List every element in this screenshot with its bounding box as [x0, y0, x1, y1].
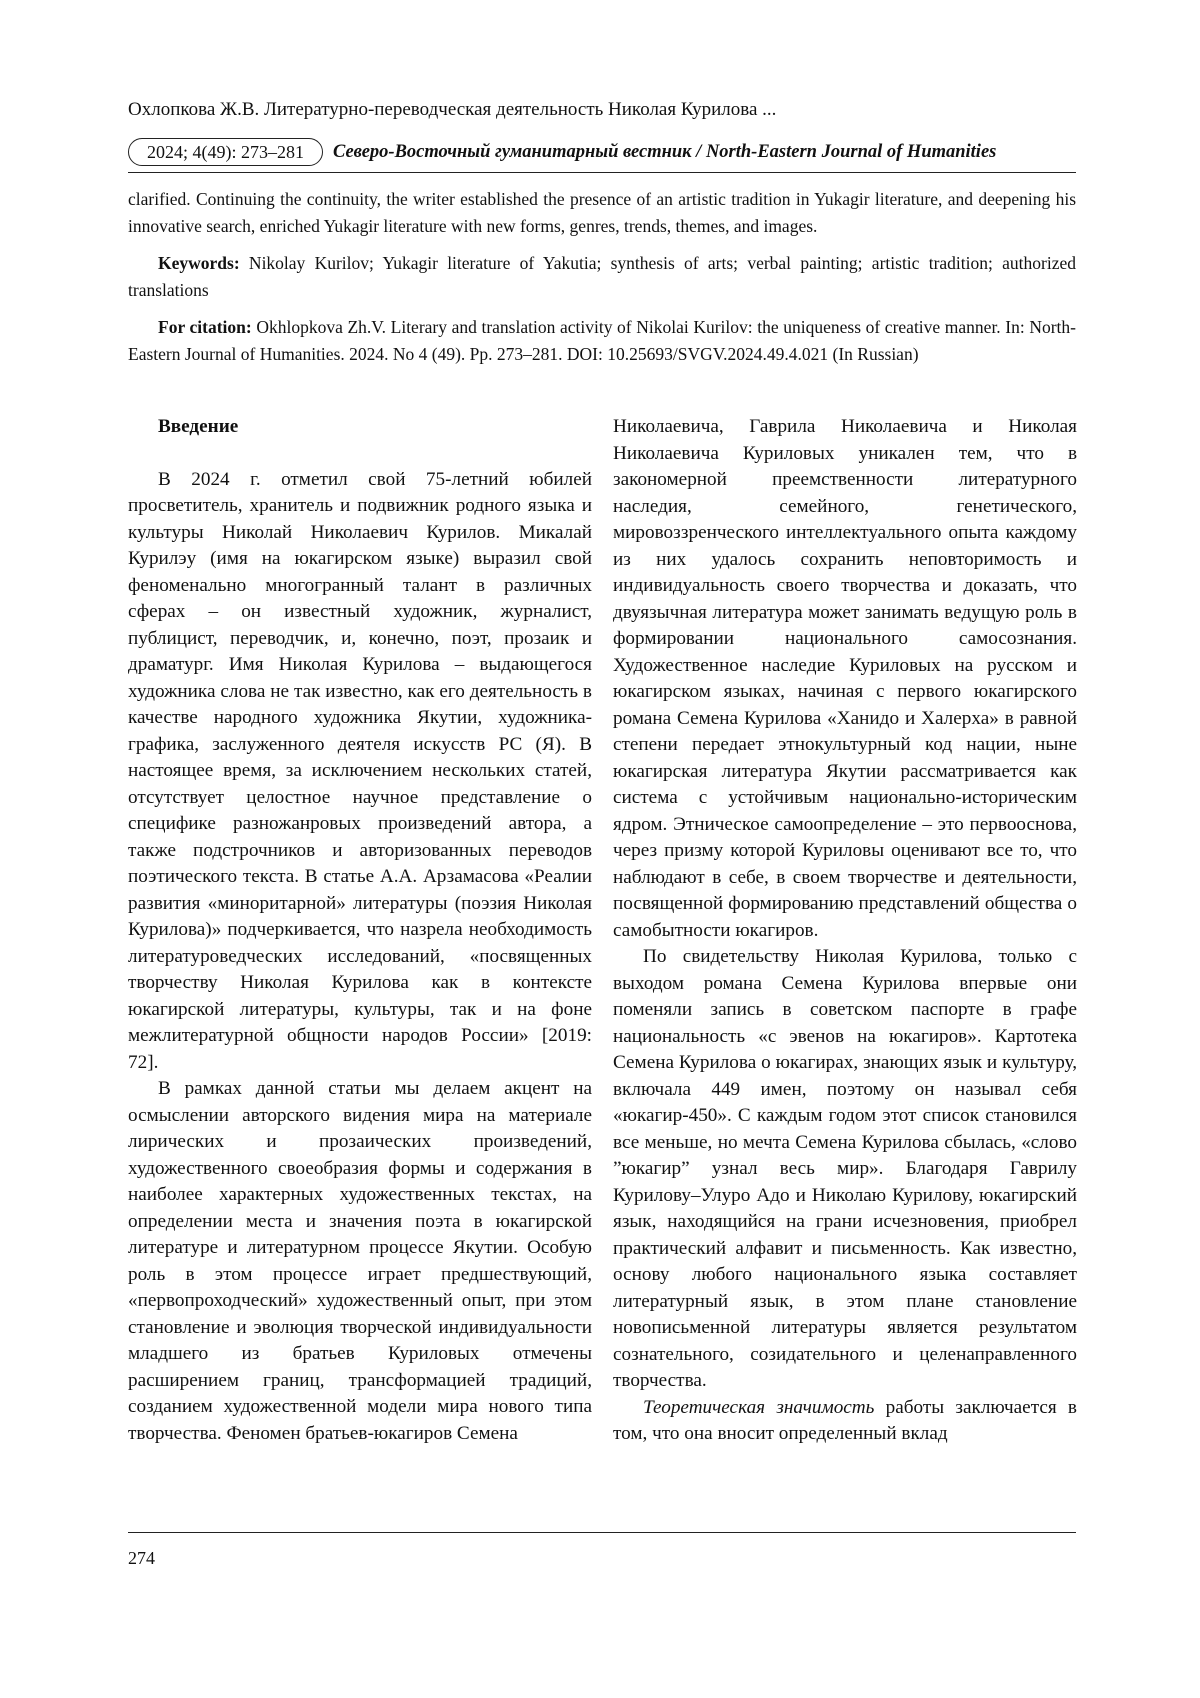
issue-reference: 2024; 4(49): 273–281: [128, 138, 323, 166]
right-column: [613, 414, 1077, 1448]
citation: [128, 314, 1076, 368]
paragraph: По свидетельству Николая Курилова, только с выходом романа Семена Курилова впервые они поменяли запись в советском паспорте в графе национальность «с эвенов на юкагиров». Картотека Семена Курилова о юкагирах, знающих язык и культуру, включала 449 имен, поэтому он называл себя «юкагир-450». С каждым годом этот список становился все меньше, но мечта Семена Курилова сбылась, «слово ˮюкагирˮ узнал весь мир». Благодаря Гаврилу Курилову–Улуро Адо и Николаю Курилову, юкагирский язык, находящийся на грани исчезновения, приобрел практический алфавит и письменность. Как известно, основу любого национального языка составляет литературный язык, в этом плане становление новописьменной литературы является результатом сознательного, созидательного и целенаправленного творчества.: [613, 946, 1077, 1391]
journal-title: Северо-Восточный гуманитарный вестник / North-Eastern Journal of Humanities: [333, 141, 997, 162]
paragraph: Николаевича, Гаврила Николаевича и Николая Николаевича Куриловых уникален тем, что в закономерной преемственности литературного наследия, семейного, генетического, мировоззренческого интеллектуального опыта каждому из них удалось сохранить неповторимость и индивидуальность своего творчества и доказать, что двуязычная литература может занимать ведущую роль в формировании национального самосознания. Художественное наследие Куриловых на русском и юкагирском языках, начиная с первого юкагирского романа Семена Курилова «Ханидо и Халерха» в равной степени передает этнокультурный код нации, ныне юкагирская литература Якутии рассматривается как система с устойчивым национально-историческим ядром. Этническое самоопределение – это первооснова, через призму которой Куриловы оценивают все то, что наблюдают в себе, в своем творчестве и деятельности, посвященной формированию представлений общества о самобытности юкагиров.: [613, 416, 1077, 941]
paragraph-text: работы заключается в том, что она вносит определенный вклад: [613, 1396, 1077, 1444]
abstract-continuation: clarified. Continuing the continuity, the writer established the presence of an artistic tradition in Yukagir literature, and deepening his innovative search, enriched Yukagir literature with new forms, genres, trends, themes, and images.: [128, 189, 1076, 236]
paragraph: [613, 1395, 1077, 1448]
citation-label: For citation:: [158, 317, 252, 337]
footer-rule: [128, 1532, 1076, 1533]
keywords-text: Nikolay Kurilov; Yukagir literature of Yakutia; synthesis of arts; verbal painting; artistic tradition; authorized translations: [128, 253, 1076, 300]
citation-text: Okhlopkova Zh.V. Literary and translation activity of Nikolai Kurilov: the uniqueness of creative manner. In: North-Eastern Journal of Humanities. 2024. No 4 (49). Pp. 273–281. DOI: 10.25693/SVGV.2024.49.4.021 (In Russian): [128, 317, 1076, 364]
keywords: [128, 250, 1076, 304]
paragraph: В 2024 г. отметил свой 75-летний юбилей просветитель, хранитель и подвижник родного языка и культуры Николай Николаевич Курилов. Микалай Курилэу (имя на юкагирском языке) выразил свой феноменально многогранный талант в различных сферах – он известный художник, журналист, публицист, переводчик, и, конечно, поэт, прозаик и драматург. Имя Николая Курилова – выдающегося художника слова не так известно, как его деятельность в качестве народного художника Якутии, художника-графика, заслуженного деятеля искусств РС (Я). В настоящее время, за исключением нескольких статей, отсутствует целостное научное представление о специфике разножанровых произведений автора, а также подстрочников и авторизованных переводов поэтического текста. В статье А.А. Арзамасова «Реалии развития «миноритарной» литературы (поэзия Николая Курилова)» подчеркивается, что назрела необходимость литературоведческих исследований, «посвященных творчеству Николая Курилова как в контексте юкагирской литературы, культуры, так и на фоне межлитературной общности народов России» [2019: 72].: [128, 468, 592, 1073]
running-title: Охлопкова Ж.В. Литературно-переводческая деятельность Николая Курилова ...: [128, 99, 777, 120]
journal-line: [128, 137, 1076, 167]
section-heading: Введение: [158, 416, 239, 437]
left-column: [128, 414, 592, 1447]
abstract-block: [128, 186, 1076, 378]
emphasis: Теоретическая значимость: [643, 1396, 875, 1418]
paragraph: В рамках данной статьи мы делаем акцент на осмыслении авторского видения мира на материале лирических и прозаических произведений, художественного своеобразия формы и содержания в наиболее характерных художественных текстах, на определении места и значения поэта в юкагирской литературе и литературном процессе Якутии. Особую роль в этом процессе играет предшествующий, «первопроходческий» художественный опыт, при этом становление и эволюция творческой индивидуальности младшего из братьев Куриловых отмечены расширением границ, трансформацией традиций, созданием художественной модели мира нового типа творчества. Феномен братьев-юкагиров Семена: [128, 1078, 592, 1444]
keywords-label: Keywords:: [158, 253, 240, 273]
header-rule: [128, 172, 1076, 173]
page-number: 274: [128, 1548, 155, 1568]
